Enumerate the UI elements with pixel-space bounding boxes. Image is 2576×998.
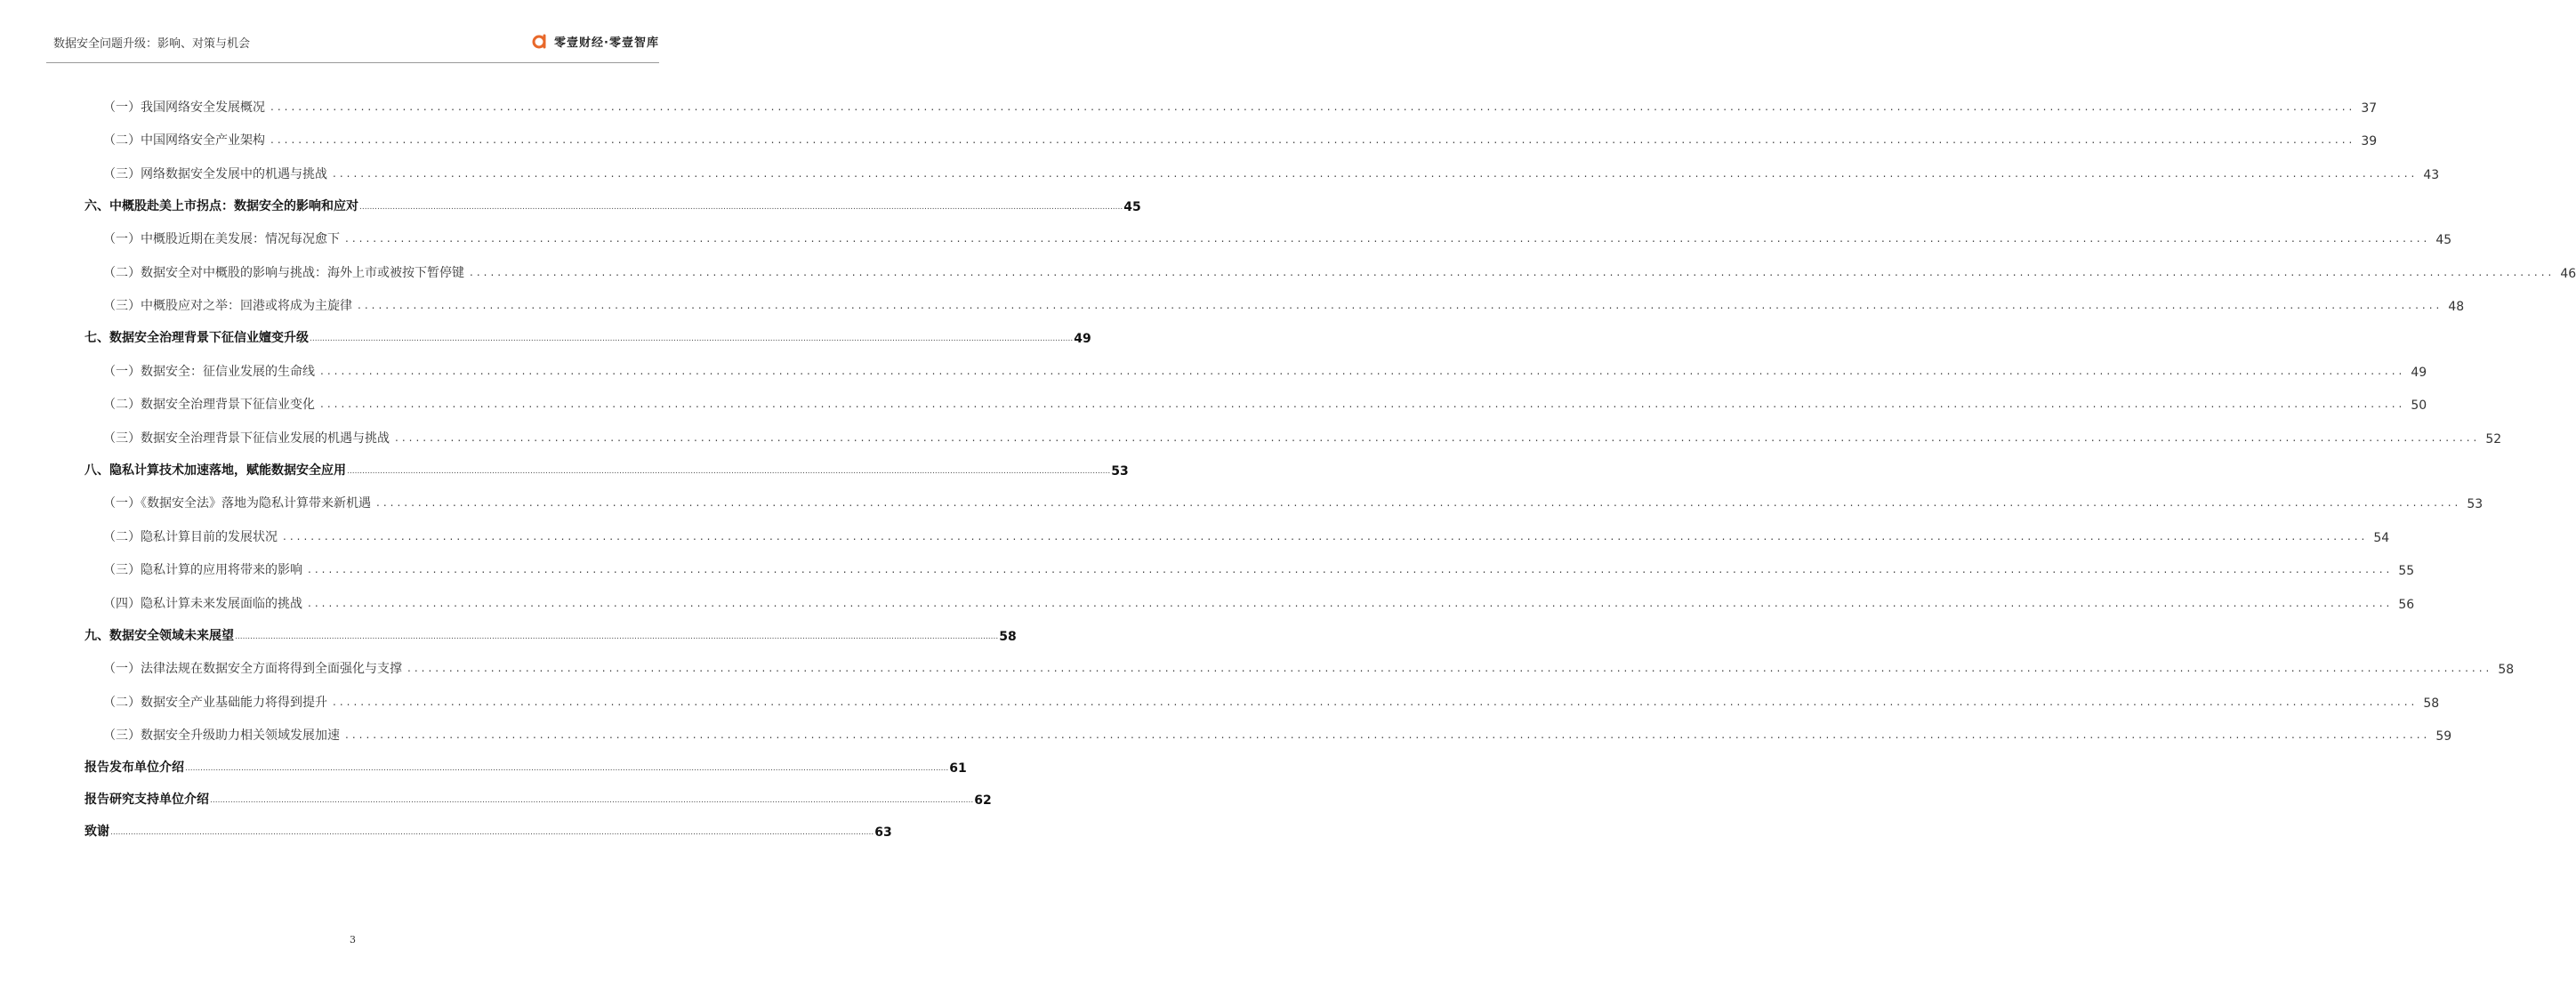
toc-section-entry[interactable] (85, 281, 2465, 315)
toc-entry-label: （一）我国网络安全发展概况 (103, 100, 265, 115)
toc-entry-label: 七、数据安全治理背景下征信业嬗变升级 (85, 331, 309, 345)
toc-leader-dots: ............................................................................................................................................................................................................................................................................................................ (283, 529, 2369, 543)
toc-entry-label: （三）隐私计算的应用将带来的影响 (103, 563, 302, 577)
toc-entry-page: 63 (874, 825, 892, 840)
toc-entry-page: 56 (2398, 597, 2415, 612)
toc-entry-label: 八、隐私计算技术加速落地，赋能数据安全应用 (85, 463, 346, 478)
toc-entry-label: （四）隐私计算未来发展面临的挑战 (103, 596, 302, 611)
toc-section-entry[interactable] (85, 677, 2440, 711)
toc-leader-dots: ............................................................................................................................................................................................................................................................................................................ (376, 496, 2462, 509)
toc-leader-dots: ............................................................................................................................................................................................................................................................................................................ (333, 695, 2419, 708)
publisher-name: 零壹财经·零壹智库 (554, 36, 659, 50)
toc-entry-page: 58 (2498, 663, 2515, 677)
toc-leader-dots: ............................................................................................................................................................................................................................................................................................................ (470, 265, 2556, 278)
toc-section-entry[interactable] (85, 644, 2515, 678)
toc-section-entry[interactable] (85, 116, 2378, 149)
toc-entry-page: 50 (2411, 398, 2427, 413)
toc-entry-page: 39 (2361, 134, 2378, 149)
table-of-contents (85, 82, 2576, 840)
toc-section-entry[interactable] (85, 346, 2427, 380)
toc-entry-page: 61 (949, 761, 967, 776)
toc-leader-dots: ............................................................................................................................................................................................................................................................................................................ (320, 398, 2406, 410)
toc-section-entry[interactable] (85, 380, 2427, 414)
toc-chapter-entry[interactable] (85, 776, 992, 808)
toc-section-entry[interactable] (85, 479, 2483, 512)
toc-section-entry[interactable] (85, 711, 2452, 744)
toc-section-entry[interactable] (85, 511, 2390, 545)
toc-entry-label: 六、中概股赴美上市拐点：数据安全的影响和应对 (85, 198, 358, 213)
toc-entry-page: 59 (2435, 729, 2452, 744)
toc-entry-label: （三）中概股应对之举：回港或将成为主旋律 (103, 299, 352, 313)
toc-leader-dots: ............................................................................................................................................................................................................................................................................................................ (359, 202, 1123, 212)
toc-entry-label: （二）隐私计算目前的发展状况 (103, 529, 278, 544)
toc-leader-dots: ............................................................................................................................................................................................................................................................................................................ (407, 662, 2493, 674)
toc-entry-page: 58 (2423, 696, 2440, 711)
toc-leader-dots: ............................................................................................................................................................................................................................................................................................................ (308, 563, 2394, 575)
toc-leader-dots: ............................................................................................................................................................................................................................................................................................................ (395, 431, 2481, 444)
toc-entry-label: （二）数据安全产业基础能力将得到提升 (103, 695, 327, 710)
toc-leader-dots: ............................................................................................................................................................................................................................................................................................................ (270, 100, 2356, 113)
toc-entry-page: 62 (974, 793, 992, 808)
toc-leader-dots: ............................................................................................................................................................................................................................................................................................................ (345, 232, 2431, 245)
page-number: 3 (350, 934, 356, 946)
toc-chapter-entry[interactable] (85, 182, 1141, 214)
toc-leader-dots: ............................................................................................................................................................................................................................................................................................................ (310, 334, 1074, 343)
toc-entry-page: 45 (1123, 199, 1141, 214)
toc-chapter-entry[interactable] (85, 744, 967, 776)
toc-entry-label: 报告研究支持单位介绍 (85, 793, 209, 807)
toc-entry-label: （二）数据安全对中概股的影响与挑战：海外上市或被按下暂停键 (103, 265, 464, 280)
toc-chapter-entry[interactable] (85, 808, 892, 840)
toc-section-entry[interactable] (85, 247, 2576, 281)
toc-leader-dots: ............................................................................................................................................................................................................................................................................................................ (185, 764, 949, 773)
page-header (53, 32, 659, 57)
toc-entry-page: 52 (2485, 431, 2502, 447)
toc-entry-page: 37 (2361, 101, 2378, 116)
toc-leader-dots: ............................................................................................................................................................................................................................................................................................................ (110, 828, 874, 837)
toc-entry-label: （三）数据安全治理背景下征信业发展的机遇与挑战 (103, 431, 390, 446)
toc-leader-dots: ............................................................................................................................................................................................................................................................................................................ (333, 166, 2419, 180)
toc-entry-label: （三）数据安全升级助力相关领域发展加速 (103, 728, 340, 743)
toc-section-entry[interactable] (85, 545, 2415, 579)
toc-entry-page: 53 (1111, 463, 1129, 479)
toc-section-entry[interactable] (85, 214, 2452, 248)
toc-entry-label: （三）网络数据安全发展中的机遇与挑战 (103, 166, 327, 181)
toc-entry-page: 58 (999, 629, 1017, 644)
toc-entry-label: 致谢 (85, 825, 109, 839)
toc-entry-page: 53 (2467, 497, 2483, 511)
toc-entry-page: 48 (2448, 300, 2465, 314)
toc-entry-label: 报告发布单位介绍 (85, 761, 184, 775)
publisher-logo (531, 32, 659, 50)
toc-entry-label: （二）数据安全治理背景下征信业变化 (103, 398, 315, 412)
header-divider (46, 62, 659, 63)
toc-leader-dots: ............................................................................................................................................................................................................................................................................................................ (308, 596, 2394, 609)
toc-entry-page: 54 (2373, 530, 2390, 545)
brand-logo-icon (531, 32, 549, 50)
toc-section-entry[interactable] (85, 578, 2415, 612)
toc-entry-page: 49 (1074, 332, 1091, 346)
toc-entry-page: 46 (2560, 266, 2576, 281)
toc-leader-dots: ............................................................................................................................................................................................................................................................................................................ (235, 632, 999, 641)
toc-entry-page: 45 (2435, 233, 2452, 247)
toc-leader-dots: ............................................................................................................................................................................................................................................................................................................ (210, 796, 974, 805)
toc-chapter-entry[interactable] (85, 447, 1129, 479)
toc-leader-dots: ............................................................................................................................................................................................................................................................................................................ (358, 299, 2443, 311)
toc-leader-dots: ............................................................................................................................................................................................................................................................................................................ (345, 728, 2431, 741)
toc-leader-dots: ............................................................................................................................................................................................................................................................................................................ (270, 133, 2356, 146)
document-title: 数据安全问题升级：影响、对策与机会 (53, 37, 251, 51)
toc-entry-label: （一）中概股近期在美发展：情况每况愈下 (103, 232, 340, 246)
toc-section-entry[interactable] (85, 82, 2378, 116)
toc-entry-label: 九、数据安全领域未来展望 (85, 628, 234, 643)
toc-entry-page: 43 (2423, 167, 2440, 182)
toc-entry-label: （一）数据安全：征信业发展的生命线 (103, 364, 315, 379)
toc-entry-label: （一）法律法规在数据安全方面将得到全面强化与支撑 (103, 662, 402, 676)
toc-section-entry[interactable] (85, 413, 2502, 447)
toc-chapter-entry[interactable] (85, 314, 1091, 346)
toc-entry-label: （二）中国网络安全产业架构 (103, 133, 265, 148)
toc-chapter-entry[interactable] (85, 612, 1017, 644)
toc-section-entry[interactable] (85, 149, 2440, 182)
toc-leader-dots: ............................................................................................................................................................................................................................................................................................................ (320, 364, 2406, 377)
toc-entry-label: （一）《数据安全法》落地为隐私计算带来新机遇 (103, 496, 371, 511)
toc-entry-page: 55 (2398, 564, 2415, 578)
toc-entry-page: 49 (2411, 365, 2427, 380)
toc-leader-dots: ............................................................................................................................................................................................................................................................................................................ (347, 466, 1111, 476)
